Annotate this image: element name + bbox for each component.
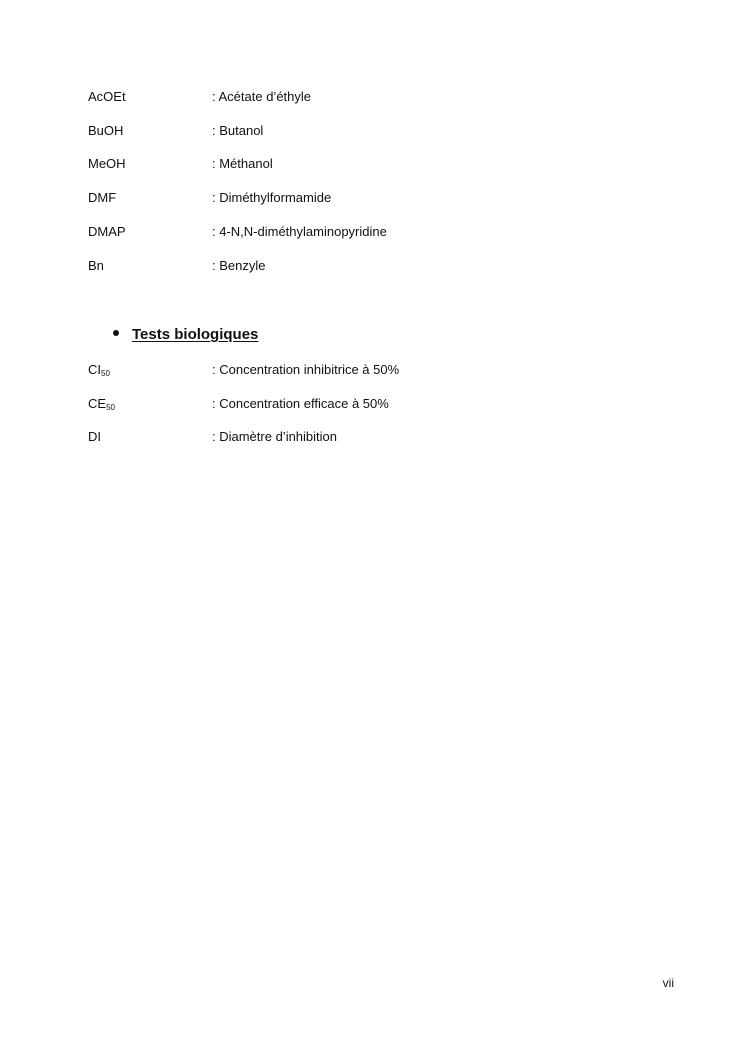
abbreviation-term [88, 427, 101, 449]
abbreviation-definition: : Diméthylformamide [212, 190, 332, 205]
abbreviation-term: AcOEt [88, 89, 126, 104]
abbreviation-definition: : 4-N,N-diméthylaminopyridine [212, 224, 387, 239]
section-heading-text: Tests biologiques [132, 326, 259, 343]
abbreviation-term: Bn [88, 258, 104, 273]
bullet-icon [113, 330, 119, 336]
abbreviation-term [88, 360, 110, 382]
abbreviation-definition: : Concentration efficace à 50% [212, 396, 389, 411]
abbreviation-definition: : Méthanol [212, 156, 273, 171]
abbreviation-term [88, 394, 115, 416]
abbreviation-term-main: CI [88, 362, 101, 377]
abbreviation-term-subscript: 50 [101, 369, 110, 378]
abbreviation-term-main: DI [88, 429, 101, 444]
abbreviation-term: DMAP [88, 224, 126, 239]
abbreviation-definition: : Butanol [212, 123, 264, 138]
abbreviation-definition: : Benzyle [212, 258, 266, 273]
abbreviation-term: BuOH [88, 123, 124, 138]
abbreviation-definition: : Concentration inhibitrice à 50% [212, 362, 400, 377]
abbreviation-definition: : Diamètre d’inhibition [212, 429, 338, 444]
abbreviation-definition: : Acétate d’éthyle [212, 89, 312, 104]
abbreviation-term-subscript: 50 [106, 403, 115, 412]
abbreviation-term-main: CE [88, 396, 107, 411]
page-number: vii [662, 976, 674, 990]
abbreviation-term: DMF [88, 190, 117, 205]
section-heading [113, 324, 258, 346]
abbreviation-term: MeOH [88, 156, 126, 171]
